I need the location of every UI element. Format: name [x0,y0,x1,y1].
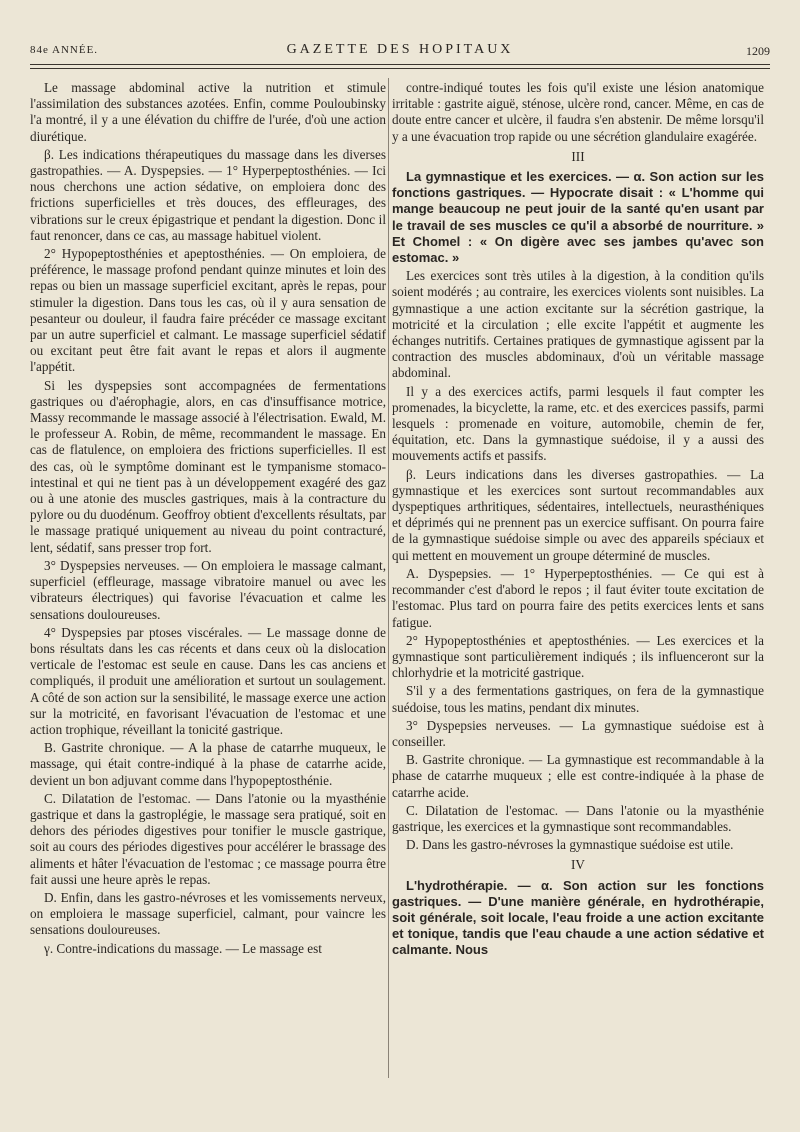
paragraph: 3° Dyspepsies nerveuses. — La gymnastique suédoise est à conseiller. [392,717,764,749]
paragraph: γ. Contre-indications du massage. — Le massage est [44,940,322,956]
section-number: III [571,148,585,164]
paragraph: contre-indiqué toutes les fois qu'il existe une lésion anatomique irritable : gastrite aiguë, sténose, ulcère rond, cancer. Même, en cas de doute entre cancer et ulcère, il faudra s'en abstenir. De même lorsqu'il y a une évacuation trop rapide ou une sécrétion glandulaire exagérée. [392,80,764,144]
paragraph: Si les dyspepsies sont accompagnées de fermentations gastriques ou d'aérophagie, alors, en cas d'insuffisance motrice, Massy recommande le massage associé à l'électrisation. Ewald, M. le professeur A. Robin, de même, recommandent le massage. En cas de flatulence, on emploiera des frictions superficielles. Il est des cas, où le symptôme dominant est le tympanisme stomaco-intestinal et qui ne tient pas à un développement exagéré des gaz ou à une atonie des muscles gastriques, mais à la contracture du pylore ou du duodénum. Geoffroy obtient d'excellents résultats, par le massage pratiqué uniquement au niveau du point contracturé, lent, sédatif, sans presser trop fort. [30,377,386,555]
left-column [30,80,386,959]
paragraph: D. Enfin, dans les gastro-névroses et les vomissements nerveux, on emploiera le massage superficiel, calmant, pour vaincre les sensations douloureuses. [30,889,386,938]
right-column [392,80,764,961]
paragraph: Le massage abdominal active la nutrition et stimule l'assimilation des substances azotées. Enfin, comme Pouloubinsky l'a montré, il y a une élévation du chiffre de l'urée, d'où une action diurétique. [30,80,386,144]
section-heading-massage-indications: β. Les indications thérapeutiques du massage dans les diverses gastropathies. — A. Dyspepsies. — 1° Hyperpeptosthénies. — Ici nous cherchons une action sédative, on emploiera donc des frictions superficielles et très douces, des effleurages, des vibrations sur le creux épigastrique et pendant la digestion. Donc il faut renoncer, dans ce cas, au massage habituel violent. [30,146,386,243]
paragraph: B. Gastrite chronique. — A la phase de catarrhe muqueux, le massage, qui était contre-indiqué à la phase de catarrhe acide, devient un bon adjuvant comme dans l'hypopeptosthénie. [30,740,386,788]
paragraph: 2° Hypopeptosthénies et apeptosthénies. — Les exercices et la gymnastique sont particulièrement indiqués ; ils influenceront sur la chlorhydrie et la motricité gastrique. [392,632,764,681]
running-header [30,40,770,62]
section-heading-hydrotherapie: L'hydrothérapie. — α. Son action sur les fonctions gastriques. — D'une manière générale, en hydrothérapie, soit générale, soit locale, l'eau froide a une action excitante et tonique, tandis que l'eau chaude a une action sédative et calmante. Nous [392,877,764,958]
volume-label: 84e ANNÉE. [30,44,99,56]
paragraph: C. Dilatation de l'estomac. — Dans l'atonie ou la myasthénie gastrique et dans la gastroplégie, le massage sera pratiqué, soit en dehors des périodes digestives pour tonifier le muscle gastrique, soit au cours des périodes digestives pour accélérer le brassage des aliments et hâter l'évacuation de l'estomac ; ce massage pourra être fait aussi une heure après le repas. [30,790,386,887]
paragraph: B. Gastrite chronique. — La gymnastique est recommandable à la phase de catarrhe muqueux ; elle est contre-indiquée à la phase de catarrhe acide. [392,752,764,800]
journal-title: GAZETTE DES HOPITAUX [286,42,514,57]
paragraph: A. Dyspepsies. — 1° Hyperpeptosthénies. — Ce qui est à recommander c'est d'abord le repos ; il faut éviter toute excitation de l'estomac. Plus tard on pourra faire des petits exercices lents et sans fatigue. [392,565,764,630]
paragraph: Il y a des exercices actifs, parmi lesquels il faut compter les promenades, la bicyclette, la rame, etc. et des exercices passifs, parmi lesquels : promenade en voiture, automobile, chemin de fer, équitation, etc. Dans la gymnastique suédoise, il y a aussi des mouvements actifs et passifs. [392,383,764,464]
paragraph: β. Leurs indications dans les diverses gastropathies. — La gymnastique et les exercices sont surtout recommandables aux dyspeptiques arthritiques, sédentaires, intellectuels, neurasthéniques et déprimés qui ne prennent pas un exercice suffisant. On pourra faire de la gymnastique suédoise simple ou avec des appareils spéciaux et qui mettent en mouvement un groupe déterminé de muscles. [392,466,764,563]
paragraph: 4° Dyspepsies par ptoses viscérales. — Le massage donne de bons résultats dans les cas récents et dans ceux où la dislocation verticale de l'estomac est seule en cause. Dans les cas anciens et compliqués, il produit une amélioration et surtout un soulagement. A côté de son action sur la sensibilité, le massage exerce une action sur la motricité, en favorisant l'évacuation de l'estomac et une action trophique, réveillant la tonicité gastrique. [30,624,386,737]
paragraph: S'il y a des fermentations gastriques, on fera de la gymnastique suédoise, tous les matins, pendant dix minutes. [392,683,764,715]
paragraph: 2° Hypopeptosthénies et apeptosthénies. — On emploiera, de préférence, le massage profond pendant quinze minutes et loin des repas ou bien un massage superficiel excitant, après le repas, pour stimuler la digestion. Dans tous les cas, où il y aura sensation de pesanteur ou douleur, il faudra faire précéder ce massage excitant par un autre superficiel et calmant. Le massage superficiel sédatif ou excitant peut être fait avant le repas et alors il augmente l'appétit. [30,246,386,375]
header-rule-bottom [30,68,770,69]
header-rule-top [30,64,770,65]
paragraph: 3° Dyspepsies nerveuses. — On emploiera le massage calmant, superficiel (effleurage, massage vibratoire manuel ou avec les vibrateurs électriques) qui favorise l'évacuation et calme les sensations douloureuses. [30,557,386,622]
section-number: IV [571,857,585,873]
page-number: 1209 [746,44,770,58]
paragraph: D. Dans les gastro-névroses la gymnastique suédoise est utile. [406,837,734,853]
section-heading-gymnastique: La gymnastique et les exercices. — α. Son action sur les fonctions gastriques. — Hypocrate disait : « L'homme qui mange beaucoup ne peut jouir de la santé qu'en usant par le travail de ses muscles ce qu'il a absorbé de nourriture. » Et Chomel : « On digère avec ses jambes qu'avec son estomac. » [392,169,764,266]
paragraph: Les exercices sont très utiles à la digestion, à la condition qu'ils soient modérés ; au contraire, les exercices violents sont nuisibles. La gymnastique a une action excitante sur la sécrétion gastrique, la motricité et la circulation ; elle excite l'appétit et augmente les échanges nutritifs. Certaines pratiques de gymnastique agissent par la contraction des muscles abdominaux, d'où un véritable massage abdominal. [392,268,764,381]
column-divider [388,78,389,1078]
paragraph: C. Dilatation de l'estomac. — Dans l'atonie ou la myasthénie gastrique, les exercices et la gymnastique sont recommandables. [392,802,764,834]
